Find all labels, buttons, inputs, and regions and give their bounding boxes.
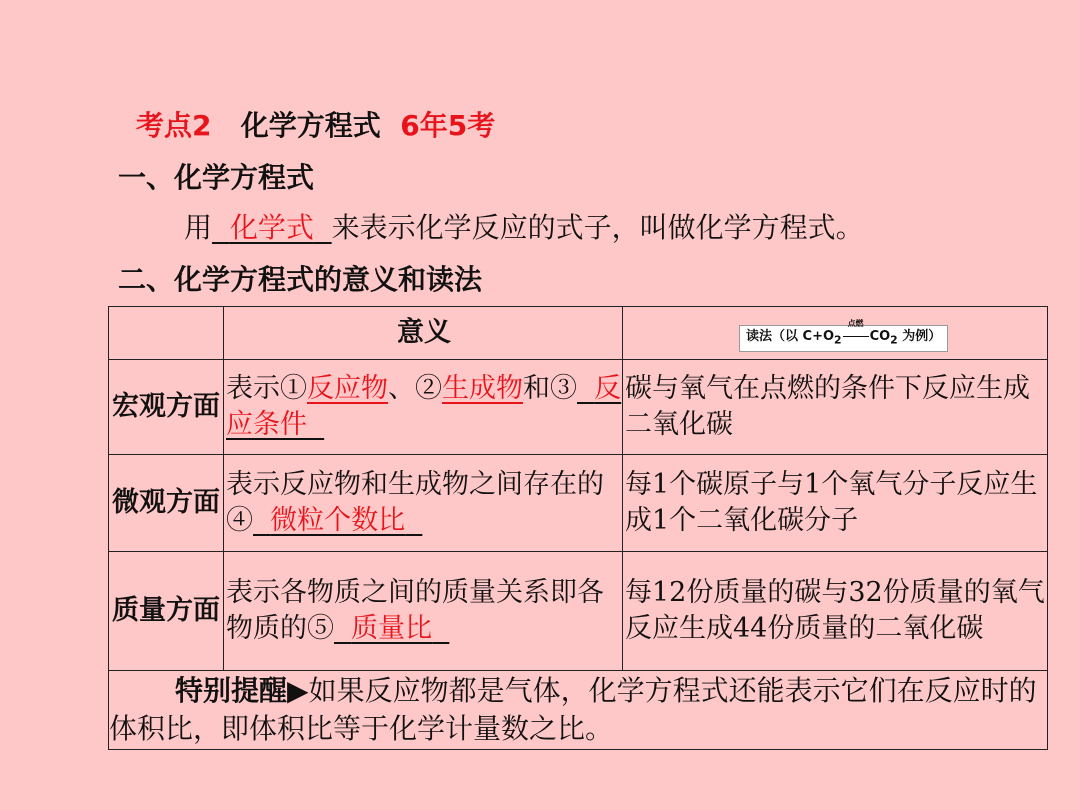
aspect-micro: 微观方面 xyxy=(109,455,224,552)
reading-macro: 碳与氧气在点燃的条件下反应生成二氧化碳 xyxy=(623,360,1048,455)
def-answer: 化学式 xyxy=(229,211,314,244)
header-meaning: 意义 xyxy=(224,307,623,360)
topic-title xyxy=(136,104,495,144)
def-blank xyxy=(212,211,332,244)
answer-conditions: 反应条件 xyxy=(226,373,622,440)
formula-condition: 点燃 xyxy=(847,318,864,328)
note-cell xyxy=(109,671,1048,750)
triangle-right-icon: ▶ xyxy=(287,674,309,707)
table-header-row xyxy=(109,307,1048,360)
note-row xyxy=(109,671,1048,750)
formula-suffix: 为例） xyxy=(897,328,942,344)
formula-o2-sub: 2 xyxy=(834,333,842,347)
reading-mass: 每12份质量的碳与32份质量的氧气反应生成44份质量的二氧化碳 xyxy=(623,552,1048,671)
answer-reactants: 反应物 xyxy=(307,373,388,404)
formula-image xyxy=(739,318,948,353)
table-row xyxy=(109,552,1048,671)
aspect-mass: 质量方面 xyxy=(109,552,224,671)
meaning-mass: 表示各物质之间的质量关系即各物质的⑤ 质量比 xyxy=(224,552,623,671)
aspect-macro: 宏观方面 xyxy=(109,360,224,455)
section2-heading: 二、化学方程式的意义和读法 xyxy=(118,263,483,296)
answer-products: 生成物 xyxy=(442,373,523,404)
definition-line xyxy=(184,206,864,246)
note-label: 特别提醒 xyxy=(175,674,288,707)
meaning-macro: 表示①反应物、②生成物和③ 反应条件 xyxy=(224,360,623,455)
header-empty-cell xyxy=(109,307,224,360)
formula-arrow xyxy=(842,318,870,346)
meaning-table xyxy=(108,306,1048,750)
formula-co2-sub: 2 xyxy=(890,333,898,347)
table-row xyxy=(109,455,1048,552)
header-reading-cell xyxy=(623,307,1048,360)
note-text: 如果反应物都是气体，化学方程式还能表示它们在反应时的体积比，即体积比等于化学计量数之比。 xyxy=(109,674,1037,745)
meaning-micro: 表示反应物和生成物之间存在的④ 微粒个数比 xyxy=(224,455,623,552)
formula-label: 读法（以 C+O xyxy=(746,328,835,344)
topic-frequency: 6年5考 xyxy=(400,109,496,142)
def-after: 来表示化学反应的式子，叫做化学方程式。 xyxy=(331,211,864,244)
table-row xyxy=(109,360,1048,455)
formula-product: CO xyxy=(869,328,891,344)
def-before: 用 xyxy=(184,211,213,244)
reading-micro: 每1个碳原子与1个氧气分子反应生成1个二氧化碳分子 xyxy=(623,455,1048,552)
section1-heading: 一、化学方程式 xyxy=(118,161,315,194)
answer-particle-ratio: 微粒个数比 xyxy=(270,505,406,536)
topic-prefix: 考点2 xyxy=(136,109,212,142)
topic-main: 化学方程式 xyxy=(240,109,381,142)
answer-mass-ratio: 质量比 xyxy=(351,613,433,644)
